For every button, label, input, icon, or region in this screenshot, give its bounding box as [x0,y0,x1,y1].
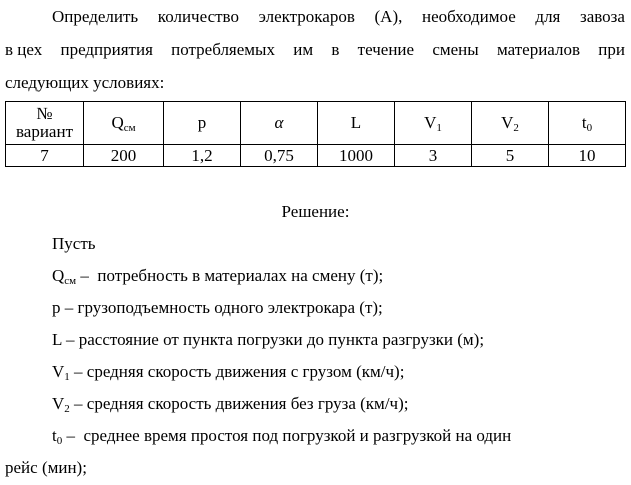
task-word: потребляемых [171,40,275,59]
definition-v2 [52,393,408,415]
v1-symbol-base: V [52,362,65,381]
header-q-sub: см [123,122,136,134]
cell-l: 1000 [318,145,395,167]
header-t0-base: t [581,113,587,132]
header-variant-no: № [36,104,53,123]
header-variant-label: вариант [15,122,74,141]
solution-title: Решение: [281,202,350,221]
definition-t0-continued: рейс (мин); [5,458,87,477]
definition-p: p – грузоподъемность одного электрокара (т); [52,298,383,317]
header-v2 [472,102,549,145]
cell-variant: 7 [6,145,84,167]
task-word: в [331,40,340,59]
task-word: Определить [52,7,139,26]
task-word: завоза [580,7,625,26]
v2-definition-text: – средняя скорость движения без груза (км/ч); [69,394,409,413]
v1-definition-text: – средняя скорость движения с грузом (км/ч); [69,362,405,381]
cell-v1: 3 [395,145,472,167]
task-word: необходимое [422,7,516,26]
task-word: (А), [374,7,403,26]
cell-p: 1,2 [164,145,241,167]
task-word: количество [157,7,239,26]
t0-definition-text: – среднее время простоя под погрузкой и разгрузкой на один [62,426,512,445]
q-symbol-sub: см [64,275,77,287]
header-l: L [318,102,395,145]
header-variant [6,102,84,145]
task-word: электрокаров [258,7,355,26]
task-line-2 [5,39,625,61]
task-line-1 [5,6,625,28]
t0-symbol-sub: 0 [56,435,63,447]
q-symbol-base: Q [52,266,65,285]
task-word: им [293,40,314,59]
header-v1-sub: 1 [436,122,442,134]
header-v1 [395,102,472,145]
v2-symbol-base: V [52,394,65,413]
definition-v1 [52,361,404,383]
header-v2-sub: 2 [513,122,519,134]
v2-symbol-sub: 2 [64,403,70,415]
definition-q [52,265,383,287]
task-word: предприятия [60,40,153,59]
header-v2-base: V [501,113,514,132]
cell-q: 200 [84,145,164,167]
cell-v2: 5 [472,145,549,167]
task-word: в цех [5,40,43,59]
solution-let: Пусть [52,234,96,253]
v1-symbol-sub: 1 [64,371,70,383]
definition-t0 [52,425,511,447]
table-header-row [6,102,626,145]
cell-alpha: 0,75 [241,145,318,167]
definition-l: L – расстояние от пункта погрузки до пункта разгрузки (м); [52,330,485,349]
task-word: смены [432,40,479,59]
task-word: при [598,40,625,59]
header-q [84,102,164,145]
cell-t0: 10 [549,145,626,167]
t0-symbol-base: t [52,426,57,445]
header-t0 [549,102,626,145]
header-p: p [164,102,241,145]
conditions-table [5,101,626,167]
header-q-base: Q [111,113,124,132]
header-v1-base: V [424,113,437,132]
header-alpha: α [241,102,318,145]
task-word: течение [357,40,415,59]
task-word: материалов [496,40,580,59]
task-line-3: следующих условиях: [5,73,165,92]
header-t0-sub: 0 [586,122,593,134]
table-row [6,145,626,167]
task-word: для [535,7,561,26]
q-definition-text: – потребность в материалах на смену (т); [76,266,384,285]
